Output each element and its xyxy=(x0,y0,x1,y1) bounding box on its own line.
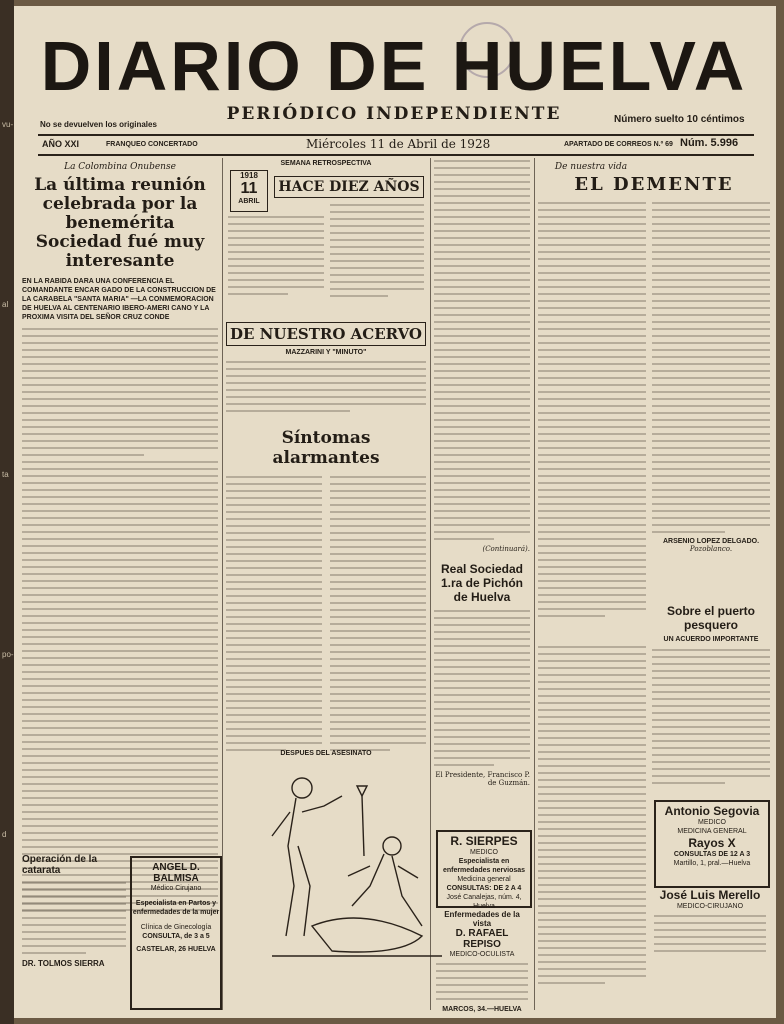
pichon-headline: Real Sociedad 1.ra de Pichón de Huelva xyxy=(440,562,524,604)
body-column xyxy=(652,202,770,582)
masthead-title: DIARIO DE HUELVA xyxy=(40,27,748,105)
ad-line: ANGEL D. BALMISA xyxy=(152,862,200,884)
issue-year: AÑO XXI xyxy=(42,139,80,149)
price-label: Número suelto 10 céntimos xyxy=(614,114,745,125)
body-text xyxy=(538,202,646,617)
ad-line: R. SIERPES xyxy=(450,834,518,848)
article-kicker: La Colombina Onubense xyxy=(64,162,176,172)
cartoon-illustration xyxy=(252,766,452,966)
puerto-headline: Sobre el puerto pesquero xyxy=(666,604,755,632)
doctor-name: DR. TOLMOS SIERRA xyxy=(22,959,105,968)
body-text xyxy=(434,160,530,540)
pichon-article xyxy=(434,562,530,792)
body-text xyxy=(434,610,530,766)
ad-line: CONSULTAS: DE 2 A 4 xyxy=(446,885,522,892)
body-column xyxy=(538,646,646,1016)
article-signature: ARSENIO LOPEZ DELGADO. xyxy=(662,538,760,545)
franking-label: FRANQUEO CONCERTADO xyxy=(106,141,198,148)
ad-line: MARCOS, 34.—HUELVA xyxy=(442,1006,522,1013)
continues-note: (Continuará). xyxy=(482,545,530,553)
body-text xyxy=(652,202,770,533)
body-text xyxy=(538,646,646,984)
ad-line: CONSULTAS DE 12 A 3 xyxy=(673,851,751,858)
ad-line: MEDICO-CIRUJANO xyxy=(676,903,744,910)
body-text xyxy=(228,216,324,300)
body-text xyxy=(652,649,770,784)
ad-line: José Luis Merello xyxy=(659,888,761,902)
ad-line: Medicina general xyxy=(457,876,511,883)
article-column-3 xyxy=(434,160,530,560)
body-text xyxy=(226,476,322,756)
date-box xyxy=(230,170,268,212)
date-box-month: ABRIL xyxy=(238,198,260,205)
body-column xyxy=(538,202,646,642)
column-rule xyxy=(222,158,223,1010)
puerto-deck: UN ACUERDO IMPORTANTE xyxy=(663,636,759,643)
ad-line: Especialista en enfermedades nerviosas xyxy=(442,858,526,874)
article-headline: La última reunión celebrada por la benemérita Sociedad fué muy interesante xyxy=(34,175,206,271)
ad-line: CASTELAR, 26 HUELVA xyxy=(136,946,216,953)
spine-fragment: ta xyxy=(2,470,9,479)
ad-line: Clínica de Ginecología xyxy=(140,924,212,931)
divider xyxy=(38,134,754,136)
ad-line: MEDICO xyxy=(470,849,498,856)
ad-line: D. RAFAEL REPISO xyxy=(455,928,509,950)
ad-line: Especialista en Partos y enfermedades de la mujer xyxy=(132,900,220,916)
ad-line: Médico Cirujano xyxy=(150,885,202,892)
repiso-ad xyxy=(436,910,528,1013)
body-text xyxy=(330,204,424,302)
acervo-title: DE NUESTRO ACERVO xyxy=(226,322,426,346)
sierpes-ad xyxy=(436,830,532,908)
issue-date: Miércoles 11 de Abril de 1928 xyxy=(306,137,491,151)
body-text xyxy=(22,328,218,911)
issue-number: Núm. 5.996 xyxy=(680,137,739,149)
merello-ad xyxy=(654,888,766,978)
puerto-article xyxy=(652,604,770,804)
spine-fragment: vu- xyxy=(2,120,14,129)
spine-fragment: d xyxy=(2,830,7,839)
ad-line: Enfermedades de la vista xyxy=(444,910,520,928)
ad-line: MEDICO xyxy=(698,819,726,826)
sintomas-headline: Síntomas alarmantes xyxy=(272,428,380,468)
notice-title: Operación de la catarata xyxy=(22,854,98,876)
demente-headline: EL DEMENTE xyxy=(574,174,734,195)
retro-title: HACE DIEZ AÑOS xyxy=(274,176,424,198)
article-place: Pozoblanco. xyxy=(689,545,733,553)
body-text xyxy=(226,361,426,412)
catarata-notice xyxy=(22,854,126,1014)
article-colombina xyxy=(22,160,218,850)
sintomas-article xyxy=(226,426,426,756)
acervo-section xyxy=(226,322,426,422)
body-text xyxy=(436,963,528,1000)
ad-line: Martillo, 1, pral.—Huelva xyxy=(673,860,751,867)
ad-line: José Canalejas, núm. 4, Huelva xyxy=(446,894,522,910)
column-rule xyxy=(534,158,535,1010)
body-text xyxy=(22,882,126,954)
divider xyxy=(38,154,754,156)
body-text xyxy=(654,915,766,952)
acervo-subtitle: MAZZARINI Y "MINUTO" xyxy=(285,349,367,356)
binding-spine xyxy=(0,0,14,1024)
ad-line: CONSULTA, de 3 a 5 xyxy=(142,933,210,940)
body-text xyxy=(330,476,426,756)
ad-line: Antonio Segovia xyxy=(664,804,760,818)
date-box-day: 11 xyxy=(240,180,258,197)
ad-line: MEDICO-OCULISTA xyxy=(449,951,515,958)
ad-line: MEDICINA GENERAL xyxy=(677,828,747,835)
balmisa-ad xyxy=(130,856,222,1010)
newspaper-page xyxy=(14,6,776,1018)
ad-line: Rayos X xyxy=(688,836,736,850)
retro-label: SEMANA RETROSPECTIVA xyxy=(280,160,372,167)
spine-fragment: al xyxy=(2,300,9,309)
cartoon-caption: DESPUES DEL ASESINATO xyxy=(280,750,372,757)
retrospective-section xyxy=(226,160,426,320)
date-box-year: 1918 xyxy=(240,171,258,180)
segovia-ad xyxy=(654,800,770,888)
motto: No se devuelven los originales xyxy=(40,120,157,129)
article-deck: EN LA RABIDA DARA UNA CONFERENCIA EL COMANDANTE ENCAR GADO DE LA CONSTRUCCION DE LA CARABELA "SANTA MARIA" —LA CONMEMORACION DE HUELVA AL CENTENARIO IBERO-AMERI CANO Y LA PROXIMA VISITA DEL SEÑOR CRUZ CONDE xyxy=(22,278,216,321)
president-signature: El Presidente, Francisco P. de Guzmán. xyxy=(435,771,530,787)
article-kicker: De nuestra vida xyxy=(554,162,628,172)
spine-fragment: po- xyxy=(2,650,14,659)
masthead-subtitle: PERIÓDICO INDEPENDIENTE xyxy=(226,104,562,124)
po-box: APARTADO DE CORREOS N.º 69 xyxy=(564,141,673,148)
